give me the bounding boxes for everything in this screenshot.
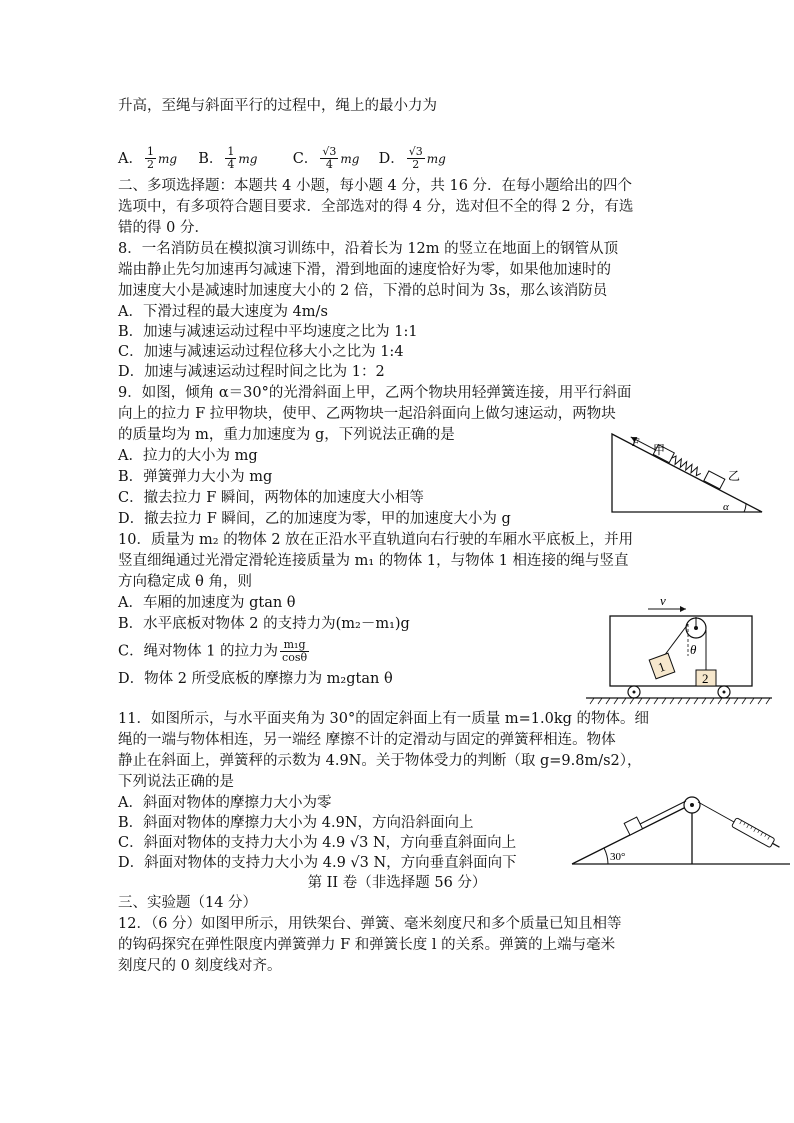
q10-line3: 方向稳定成 θ 角，则	[118, 574, 252, 590]
q9-option-c: C．撤去拉力 F 瞬间，两物体的加速度大小相等	[118, 490, 424, 506]
q9-fig-label-yi: 乙	[728, 469, 741, 483]
q10-fig-label-v: v	[660, 593, 666, 608]
q10-line1: 10．质量为 m₂ 的物体 2 放在正沿水平直轨道向右行驶的车厢水平底板上，并用	[118, 532, 634, 548]
q9-option-b: B．弹簧弹力大小为 mg	[118, 469, 273, 485]
q11-line4: 下列说法正确的是	[118, 774, 234, 790]
q8-line1: 8．一名消防员在模拟演习训练中，沿着长为 12m 的竖立在地面上的钢管从顶	[118, 241, 619, 257]
q10-option-d: D．物体 2 所受底板的摩擦力为 m₂gtan θ	[118, 671, 393, 687]
q8-option-b: B．加速与减速运动过程中平均速度之比为 1:1	[118, 324, 418, 340]
q10-option-a: A．车厢的加速度为 gtan θ	[118, 595, 296, 611]
q7-options	[118, 146, 446, 171]
q7-option-a: A． $\frac{1}{2}$ mg	[118, 145, 178, 171]
q10-option-b: B．水平底板对物体 2 的支持力为(m₂－m₁)g	[118, 616, 410, 632]
q9-line3: 的质量均为 m，重力加速度为 g，下列说法正确的是	[118, 427, 455, 443]
part2-title: 第 II 卷（非选择题 56 分）	[307, 875, 487, 891]
q9-fig-label-jia: 甲	[653, 443, 666, 457]
q9-line1: 9．如图，倾角 α＝30°的光滑斜面上甲，乙两个物块用轻弹簧连接，用平行斜面	[118, 385, 632, 401]
q10-option-c: C．绳对物体 1 的拉力为 $\frac{\text{m₁g}}{\cos\theta}$	[118, 638, 308, 664]
q8-option-a: A．下滑过程的最大速度为 4m/s	[118, 304, 328, 320]
q9-incline-figure	[606, 432, 768, 516]
q10-fig-label-theta: θ	[690, 642, 697, 657]
q12-line1: 12．（6 分）如图甲所示，用铁架台、弹簧、毫米刻度尺和多个质量已知且相等	[118, 916, 622, 932]
q10-fig-label-2: 2	[702, 671, 709, 686]
q10-fig-label-1: 1	[655, 658, 668, 675]
q11-fig-label-angle: 30°	[610, 851, 626, 863]
q10-car-figure	[584, 592, 774, 710]
section2-line2: 选项中，有多项符合题目要求．全部选对的得 4 分，选对但不全的得 2 分，有选	[118, 199, 634, 215]
q7-option-d: D． $\frac{√3}{2}$ mg	[378, 145, 446, 171]
q11-line1: 11．如图所示，与水平面夹角为 30°的固定斜面上有一质量 m=1.0kg 的物体。细	[118, 711, 650, 727]
q11-option-a: A．斜面对物体的摩擦力大小为零	[118, 795, 332, 811]
q8-line2: 端由静止先匀加速再匀减速下滑，滑到地面的速度恰好为零，如果他加速时的	[118, 262, 611, 278]
q8-option-c: C．加速与减速运动过程位移大小之比为 1:4	[118, 344, 404, 360]
section2-line1: 二、多项选择题：本题共 4 小题，每小题 4 分，共 16 分．在每小题给出的四个	[118, 178, 633, 194]
q11-option-c: C．斜面对物体的支持力大小为 4.9 √3 N，方向垂直斜面向上	[118, 835, 517, 851]
q9-line2: 向上的拉力 F 拉甲物块，使甲、乙两物块一起沿斜面向上做匀速运动，两物块	[118, 406, 616, 422]
q12-line2: 的钩码探究在弹性限度内弹簧弹力 F 和弹簧长度 l 的关系。弹簧的上端与毫米	[118, 937, 616, 953]
q8-option-d: D．加速与减速运动过程时间之比为 1：2	[118, 364, 385, 380]
q8-line3: 加速度大小是减速时加速度大小的 2 倍，下滑的总时间为 3s，那么该消防员	[118, 283, 608, 299]
section3-title: 三、实验题（14 分）	[118, 895, 258, 911]
q11-option-d: D．斜面对物体的支持力大小为 4.9 √3 N，方向垂直斜面向下	[118, 855, 517, 871]
section2-line3: 错的得 0 分．	[118, 220, 209, 236]
q11-line3: 静止在斜面上，弹簧秤的示数为 4.9N。关于物体受力的判断（取 g=9.8m/s2），	[118, 753, 642, 769]
q9-fig-label-alpha: α	[723, 501, 729, 513]
q11-line2: 绳的一端与物体相连，另一端经 摩擦不计的定滑动与固定的弹簧秤相连。物体	[118, 732, 616, 748]
q12-line3: 刻度尺的 0 刻度线对齐。	[118, 958, 282, 974]
q11-incline-figure	[568, 790, 792, 872]
q9-option-a: A．拉力的大小为 mg	[118, 448, 258, 464]
q9-option-d: D．撤去拉力 F 瞬间，乙的加速度为零，甲的加速度大小为 g	[118, 511, 511, 527]
q11-option-b: B．斜面对物体的摩擦力大小为 4.9N，方向沿斜面向上	[118, 815, 474, 831]
q10-line2: 竖直细绳通过光滑定滑轮连接质量为 m₁ 的物体 1，与物体 1 相连接的绳与竖直	[118, 553, 629, 569]
q7-text: 升高，至绳与斜面平行的过程中，绳上的最小力为	[118, 98, 437, 114]
q9-fig-label-F: F	[632, 435, 640, 449]
q7-option-b: B． $\frac{1}{4}$ mg	[198, 145, 258, 171]
q7-option-c: C． $\frac{√3}{4}$ mg	[292, 145, 360, 171]
